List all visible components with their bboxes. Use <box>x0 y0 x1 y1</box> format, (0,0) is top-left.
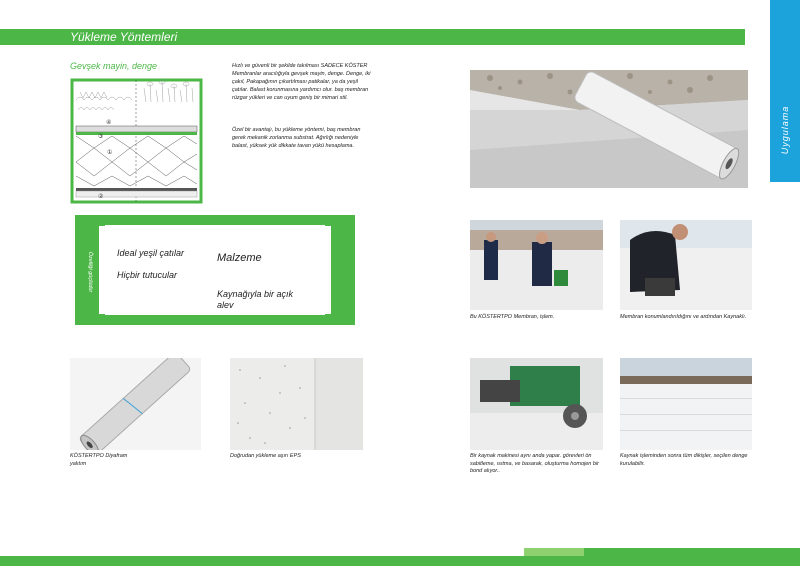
eps-photo <box>230 358 363 450</box>
diagram-label: Gevşek mayin, denge <box>70 61 158 71</box>
intro-paragraph-1: Hızlı ve güvenli bir şekilde takılması SADECE KÖSTER Membranlar aracılığıyla gevşek mayin, denge. Denge, iki çakıl, Pakapağının çıkartılması patikalar, ya da yeşil çatılar. Balast korunmasına yardımcı olur. baş membran rüzgar yükleri ve can uyum geniş bir mimari stil. <box>232 63 371 101</box>
page-title: Yükleme Yöntemleri <box>70 30 178 44</box>
banner-item-green-roofs: Ideal yeşil çatılar <box>117 248 185 258</box>
side-tab-label: Uygulama <box>780 105 790 155</box>
welding-machine-photo <box>470 358 603 450</box>
welding-worker-photo <box>620 220 752 310</box>
caption-welding-machine: Bir kaynak makinesi aynı anda yapar. görevleri ön sabitleme, ısıtma, ve basarak, oluşturma homojen bir bond alıyor.. <box>470 453 600 474</box>
diagram-number-2: ② <box>98 193 104 200</box>
caption-eps: Doğrudan yükleme aşırı EPS <box>230 453 301 459</box>
membrane-roll-small-photo <box>70 358 201 450</box>
workers-photo <box>470 220 603 310</box>
caption-positioning: Membran konumlandırıldığını ve ardından Kaynaklı. <box>620 314 747 320</box>
banner-item-no-fasteners: Hiçbir tutucular <box>117 270 178 280</box>
banner-item-material: Malzeme <box>217 252 262 264</box>
diagram-number-3: ③ <box>98 133 104 140</box>
caption-seams: Kaynak işleminden sonra tüm dikişler, seçilen denge kurulabilir. <box>620 453 748 467</box>
footer-bar <box>0 556 800 566</box>
footer-accent <box>584 548 800 556</box>
caption-diaphragm: KÖSTERTPO Diyafram yalıtım <box>70 453 128 467</box>
diagram-number-1: ① <box>107 149 113 156</box>
banner-vertical-label: Özelliği güçlüdür <box>87 251 93 293</box>
footer-accent-light <box>524 548 584 556</box>
membrane-roll-photo <box>470 70 748 188</box>
side-tab[interactable] <box>770 0 800 182</box>
banner-item-open-flame: Kaynağıyla bir açık alev <box>217 289 294 310</box>
finished-roof-photo <box>620 358 752 450</box>
diagram-number-4: ④ <box>106 119 112 126</box>
intro-paragraph-2: Özel bir avantajı, bu yükleme yöntemi, baş membran gerek mekanik zorlanma substrat. Ağırlığı nedeniyle balast, yüksek yük dikkate tavan yükü hesaplama. <box>232 127 361 149</box>
roof-section-diagram <box>70 70 203 204</box>
caption-workers: Bu KÖSTERTPO Membran, işlem. <box>470 314 555 320</box>
